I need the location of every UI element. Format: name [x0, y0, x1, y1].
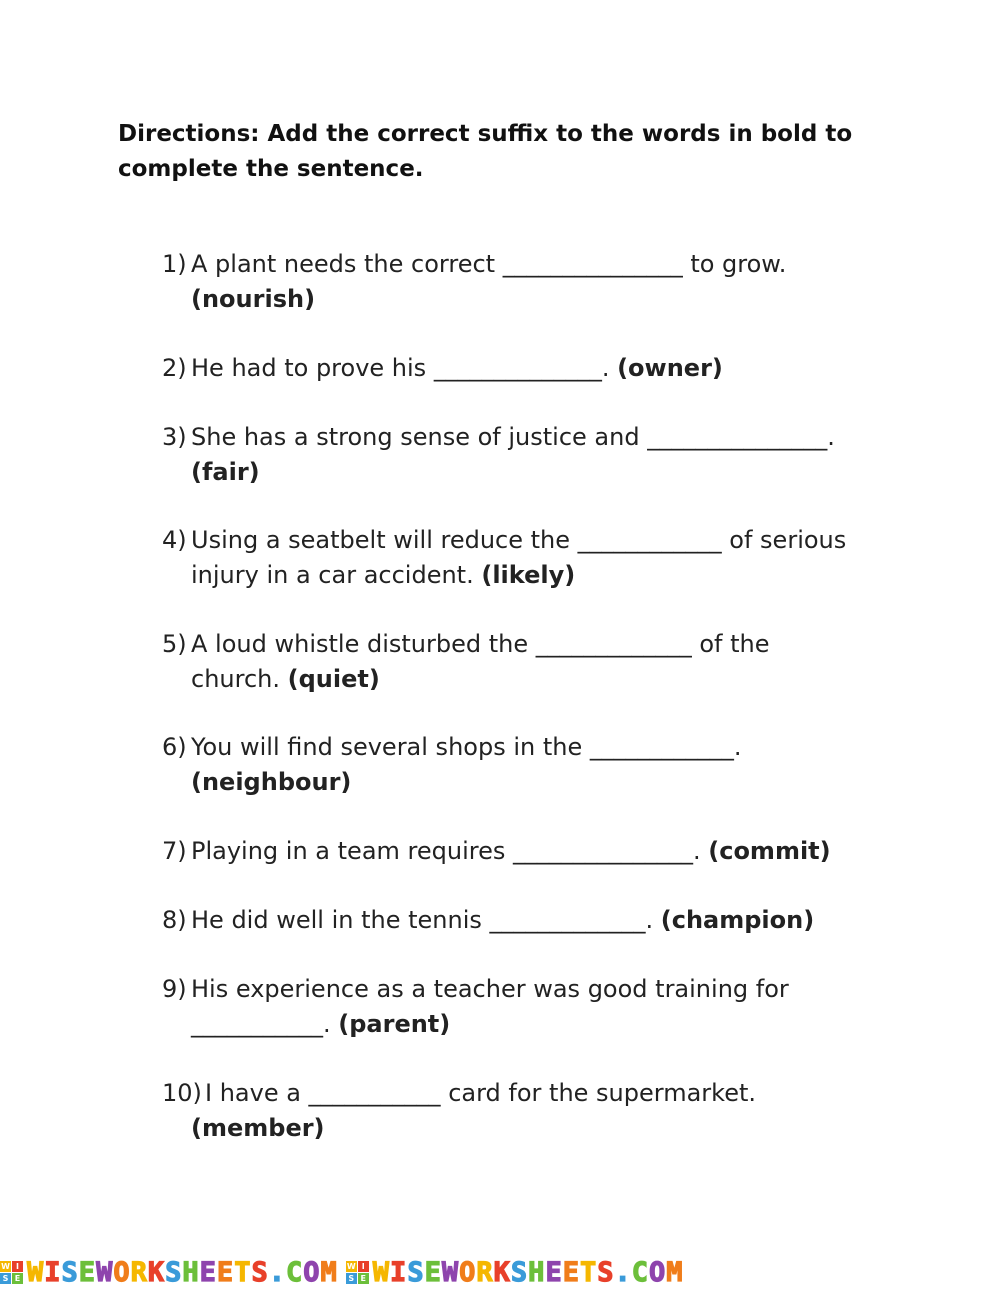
bold-word: (parent) — [338, 1009, 451, 1038]
brand-letter: E — [562, 1256, 580, 1288]
brand-letter: R — [476, 1256, 494, 1288]
bold-word: (nourish) — [191, 284, 316, 313]
brand-wordmark — [27, 1257, 338, 1288]
question-text: He did well in the tennis _____________. — [191, 906, 661, 934]
brand-logo-2 — [346, 1257, 684, 1288]
brand-letter: I — [390, 1256, 408, 1288]
brand-letter: O — [303, 1256, 321, 1288]
brand-letter: W — [372, 1256, 391, 1288]
brand-letter: O — [459, 1256, 477, 1288]
question-number: 7) — [162, 837, 187, 865]
question-text: Using a seatbelt will reduce the ____________ of serious — [191, 526, 847, 554]
brand-letter: R — [130, 1256, 148, 1288]
question-text: You will find several shops in the ____________. — [191, 733, 742, 761]
brand-letter: I — [44, 1256, 62, 1288]
directions-heading: Directions: Add the correct suffix to the words in bold to complete the sentence. — [118, 121, 853, 182]
brand-letter: H — [182, 1256, 200, 1288]
bold-word: (fair) — [191, 457, 260, 486]
question-number: 10) — [162, 1079, 202, 1107]
brand-letter: E — [424, 1256, 442, 1288]
question-number: 1) — [162, 250, 187, 278]
question-5 — [162, 627, 882, 696]
brand-letter: K — [147, 1256, 166, 1288]
brand-letter: E — [78, 1256, 97, 1288]
brand-letter: E — [545, 1256, 563, 1288]
question-1 — [162, 247, 882, 316]
brand-letter: S — [510, 1256, 529, 1288]
question-number: 8) — [162, 906, 187, 934]
brand-letter: S — [407, 1256, 425, 1288]
question-text: A loud whistle disturbed the _____________ of the — [191, 630, 770, 658]
brand-letter: . — [268, 1256, 286, 1288]
brand-letter: W — [96, 1256, 114, 1288]
brand-letter: T — [234, 1256, 252, 1288]
brand-letter: S — [597, 1256, 615, 1288]
brand-letter: O — [649, 1256, 667, 1288]
brand-letter: T — [579, 1256, 598, 1288]
question-number: 2) — [162, 354, 187, 382]
question-4 — [162, 523, 882, 592]
question-10 — [162, 1076, 882, 1145]
bold-word: (member) — [191, 1113, 325, 1142]
question-7 — [162, 834, 882, 869]
question-text: Playing in a team requires _______________. — [191, 837, 709, 865]
bold-word: (neighbour) — [191, 767, 352, 796]
brand-letter: C — [631, 1256, 650, 1288]
question-text-cont: ___________. — [191, 1009, 339, 1038]
question-number: 4) — [162, 526, 187, 554]
brand-letter: W — [27, 1256, 45, 1288]
brand-letter: K — [493, 1256, 511, 1288]
brand-letter: W — [441, 1256, 460, 1288]
bold-word: (champion) — [660, 906, 815, 934]
question-2 — [162, 351, 882, 386]
brand-letter: O — [113, 1256, 131, 1288]
question-number: 6) — [162, 733, 187, 761]
brand-letter: S — [251, 1256, 269, 1288]
bold-word: (commit) — [708, 837, 831, 865]
brand-logo-1 — [0, 1257, 338, 1288]
bold-word: (quiet) — [287, 664, 380, 693]
question-text: A plant needs the correct _______________ to grow. — [191, 250, 787, 278]
question-number: 9) — [162, 975, 187, 1003]
logo-mark-icon: W I S E — [0, 1261, 23, 1284]
question-text: I have a ___________ card for the supermarket. — [205, 1079, 757, 1107]
brand-letter: E — [199, 1256, 217, 1288]
question-3 — [162, 420, 882, 489]
question-text: She has a strong sense of justice and _______________. — [191, 423, 835, 451]
brand-letter: E — [216, 1256, 235, 1288]
bold-word: (owner) — [617, 354, 723, 382]
question-6 — [162, 730, 882, 799]
brand-letter: H — [528, 1256, 546, 1288]
brand-letter: . — [614, 1256, 632, 1288]
question-text-cont: church. — [191, 664, 288, 693]
question-text: He had to prove his ______________. — [191, 354, 618, 382]
question-text-cont: injury in a car accident. — [191, 560, 482, 589]
brand-letter: M — [320, 1256, 338, 1288]
brand-letter: S — [61, 1256, 79, 1288]
brand-letter: C — [285, 1256, 304, 1288]
question-8 — [162, 903, 882, 938]
brand-letter: S — [165, 1256, 183, 1288]
question-9 — [162, 972, 882, 1041]
question-number: 5) — [162, 630, 187, 658]
logo-mark-icon: W I S E — [346, 1261, 369, 1284]
question-number: 3) — [162, 423, 187, 451]
question-text: His experience as a teacher was good training for — [191, 975, 789, 1003]
bold-word: (likely) — [481, 560, 576, 589]
brand-letter: M — [666, 1256, 684, 1288]
brand-wordmark — [373, 1257, 684, 1288]
footer-branding — [0, 1254, 1000, 1290]
